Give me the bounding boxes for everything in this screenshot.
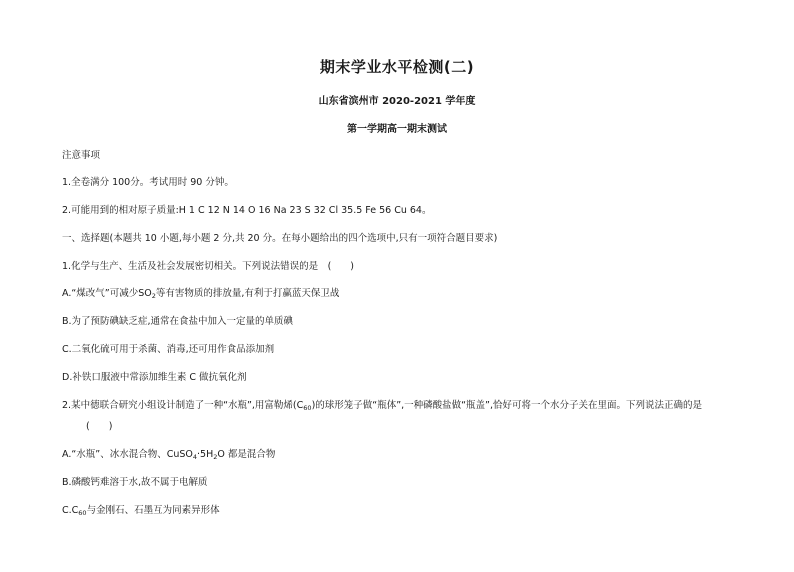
q2-stem-continued: ( )	[86, 421, 113, 432]
page-subtitle-region: 山东省滨州市 2020-2021 学年度	[318, 96, 476, 107]
page-title: 期末学业水平检测(二)	[319, 58, 475, 76]
q1-option-c: C.二氧化硫可用于杀菌、消毒,还可用作食品添加剂	[62, 344, 275, 355]
q1-stem: 1.化学与生产、生活及社会发展密切相关。下列说法错误的是 ( )	[62, 261, 354, 272]
q1-option-d: D.补铁口服液中常添加维生素 C 做抗氧化剂	[62, 372, 247, 383]
notes-item-1: 1.全卷满分 100分。考试用时 90 分钟。	[62, 177, 234, 188]
q2-option-b: B.磷酸钙难溶于水,故不属于电解质	[62, 477, 208, 488]
notes-item-2: 2.可能用到的相对原子质量:H 1 C 12 N 14 O 16 Na 23 S 32 Cl 35.5 Fe 56 Cu 64。	[62, 205, 432, 216]
page-subtitle-exam: 第一学期高一期末测试	[347, 124, 447, 135]
notes-heading: 注意事项	[62, 150, 101, 161]
q1-option-a: A.“煤改气”可减少$SO_2$等有害物质的排放量,有利于打赢蓝天保卫战	[62, 288, 340, 300]
q2-stem: 2.某中德联合研究小组设计制造了一种“水瓶”,用富勒烯$(C_{60})$的球形笼子做“瓶体”,一种磷酸盐做“瓶盖”,恰好可将一个水分子关在里面。下列说法正确的是	[62, 400, 702, 412]
q1-option-b: B.为了预防碘缺乏症,通常在食盐中加入一定量的单质碘	[62, 316, 294, 327]
q2-option-c: $C.C_{60}$与金刚石、石墨互为同素异形体	[62, 505, 220, 517]
q2-option-a: A.“水瓶”、冰水混合物、$CuSO_4\cdot 5H_2O$ 都是混合物	[62, 449, 276, 461]
section-heading: 一、选择题(本题共 10 小题,每小题 2 分,共 20 分。在每小题给出的四个选项中,只有一项符合题目要求)	[62, 233, 498, 244]
